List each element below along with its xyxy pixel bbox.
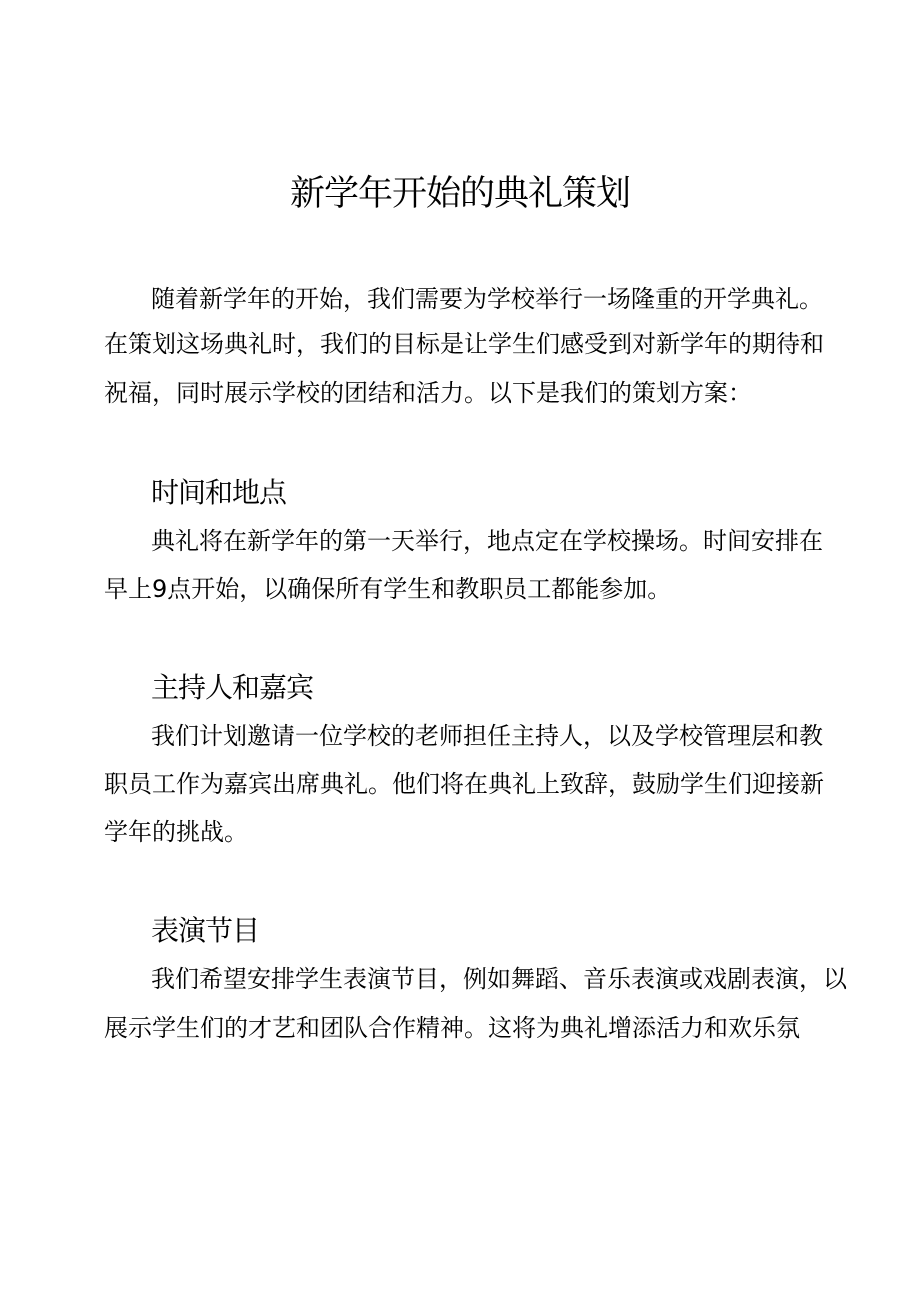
section-time-location-line-2: 早上9点开始，以确保所有学生和教职员工都能参加。 [104,575,672,603]
section-host-guests-line-3: 学年的挑战。 [104,818,248,846]
section-performances-line-2: 展示学生们的才艺和团队合作精神。这将为典礼增添活力和欢乐氛 [104,1014,800,1042]
section-host-guests-line-2: 职员工作为嘉宾出席典礼。他们将在典礼上致辞，鼓励学生们迎接新 [104,770,824,798]
intro-line-1: 随着新学年的开始，我们需要为学校举行一场隆重的开学典礼。 [151,285,823,313]
section-host-guests-line-1: 我们计划邀请一位学校的老师担任主持人，以及学校管理层和教 [151,722,823,750]
section-performances-line-1: 我们希望安排学生表演节目，例如舞蹈、音乐表演或戏剧表演，以 [151,965,847,993]
intro-line-2: 在策划这场典礼时，我们的目标是让学生们感受到对新学年的期待和 [104,330,824,358]
intro-line-3: 祝福，同时展示学校的团结和活力。以下是我们的策划方案： [104,379,752,407]
section-heading-host-guests: 主持人和嘉宾 [151,671,314,704]
section-time-location-line-1: 典礼将在新学年的第一天举行，地点定在学校操场。时间安排在 [151,527,823,555]
document-title: 新学年开始的典礼策划 [289,174,630,214]
section-heading-time-location: 时间和地点 [151,476,287,509]
section-heading-performances: 表演节目 [151,914,260,947]
